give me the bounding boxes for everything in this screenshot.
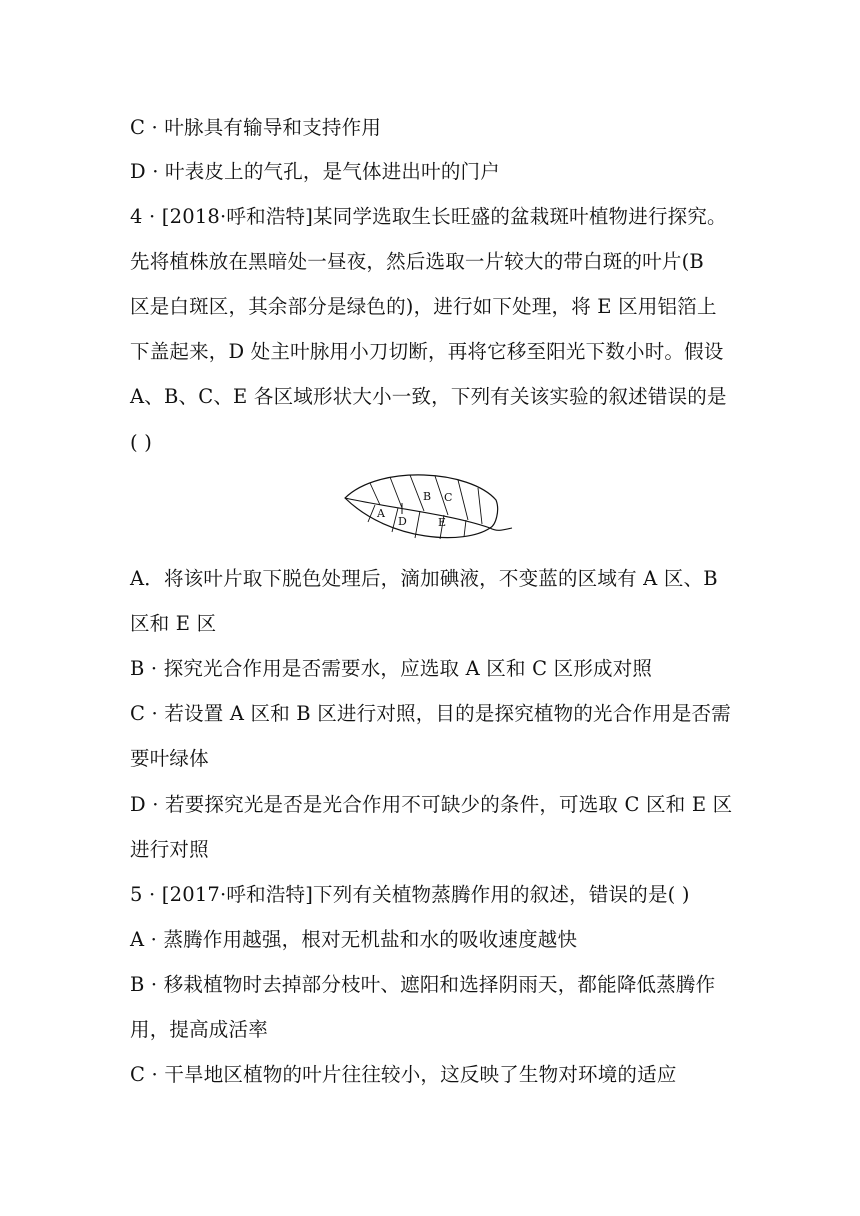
option-d-line-2: 进行对照	[130, 838, 209, 861]
label-b: B	[423, 490, 432, 503]
label-c: C	[444, 491, 453, 504]
question-4-line-4: 下盖起来，D 处主叶脉用小刀切断，再将它移至阳光下数小时。假设	[130, 340, 724, 363]
option-d-line: D · 叶表皮上的气孔，是气体进出叶的门户	[130, 160, 500, 183]
option-c-line-1: C · 若设置 A 区和 B 区进行对照，目的是探究植物的光合作用是否需	[130, 702, 731, 725]
option-a-line-2: 区和 E 区	[130, 612, 217, 635]
leaf-vein	[478, 488, 482, 524]
label-e: E	[438, 516, 447, 529]
leaf-vein	[390, 477, 402, 508]
leaf-outline	[345, 475, 498, 538]
leaf-svg	[340, 470, 520, 550]
q5-option-b-line-2: 用，提高成活率	[130, 1018, 268, 1041]
leaf-vein	[370, 483, 380, 505]
leaf-vein	[415, 511, 420, 538]
question-4-line-3: 区是白斑区，其余部分是绿色的)，进行如下处理，将 E 区用铝箔上	[130, 295, 717, 318]
question-4-line-2: 先将植株放在黑暗处一昼夜，然后选取一片较大的带白斑的叶片(B	[130, 250, 704, 273]
option-a-line-1: A．将该叶片取下脱色处理后，滴加碘液，不变蓝的区域有 A 区、B	[130, 567, 718, 590]
q5-option-a-line: A · 蒸腾作用越强，根对无机盐和水的吸收速度越快	[130, 928, 578, 951]
question-5-line: 5 · [2017·呼和浩特]下列有关植物蒸腾作用的叙述，错误的是( )	[130, 883, 690, 906]
answer-bracket: ( )	[130, 431, 153, 454]
label-d: D	[398, 515, 407, 528]
question-4-line-1: 4 · [2018·呼和浩特]某同学选取生长旺盛的盆栽斑叶植物进行探究。	[130, 205, 727, 228]
q5-option-c-line: C · 干旱地区植物的叶片往往较小，这反映了生物对环境的适应	[130, 1063, 677, 1086]
question-4-line-5: A、B、C、E 各区域形状大小一致，下列有关该实验的叙述错误的是	[130, 385, 727, 408]
option-d-line-1: D · 若要探究光是否是光合作用不可缺少的条件，可选取 C 区和 E 区	[130, 793, 733, 816]
option-c-line: C · 叶脉具有输导和支持作用	[130, 116, 382, 139]
leaf-vein	[458, 480, 468, 520]
option-b-line: B · 探究光合作用是否需要水，应选取 A 区和 C 区形成对照	[130, 657, 653, 680]
q5-option-b-line-1: B · 移栽植物时去掉部分枝叶、遮阳和选择阴雨天，都能降低蒸腾作	[130, 973, 716, 996]
option-c-line-2: 要叶绿体	[130, 747, 209, 770]
label-a: A	[377, 507, 385, 520]
leaf-stem	[490, 528, 512, 530]
leaf-diagram	[340, 470, 520, 550]
leaf-vein	[464, 520, 466, 537]
leaf-vein	[410, 475, 424, 511]
